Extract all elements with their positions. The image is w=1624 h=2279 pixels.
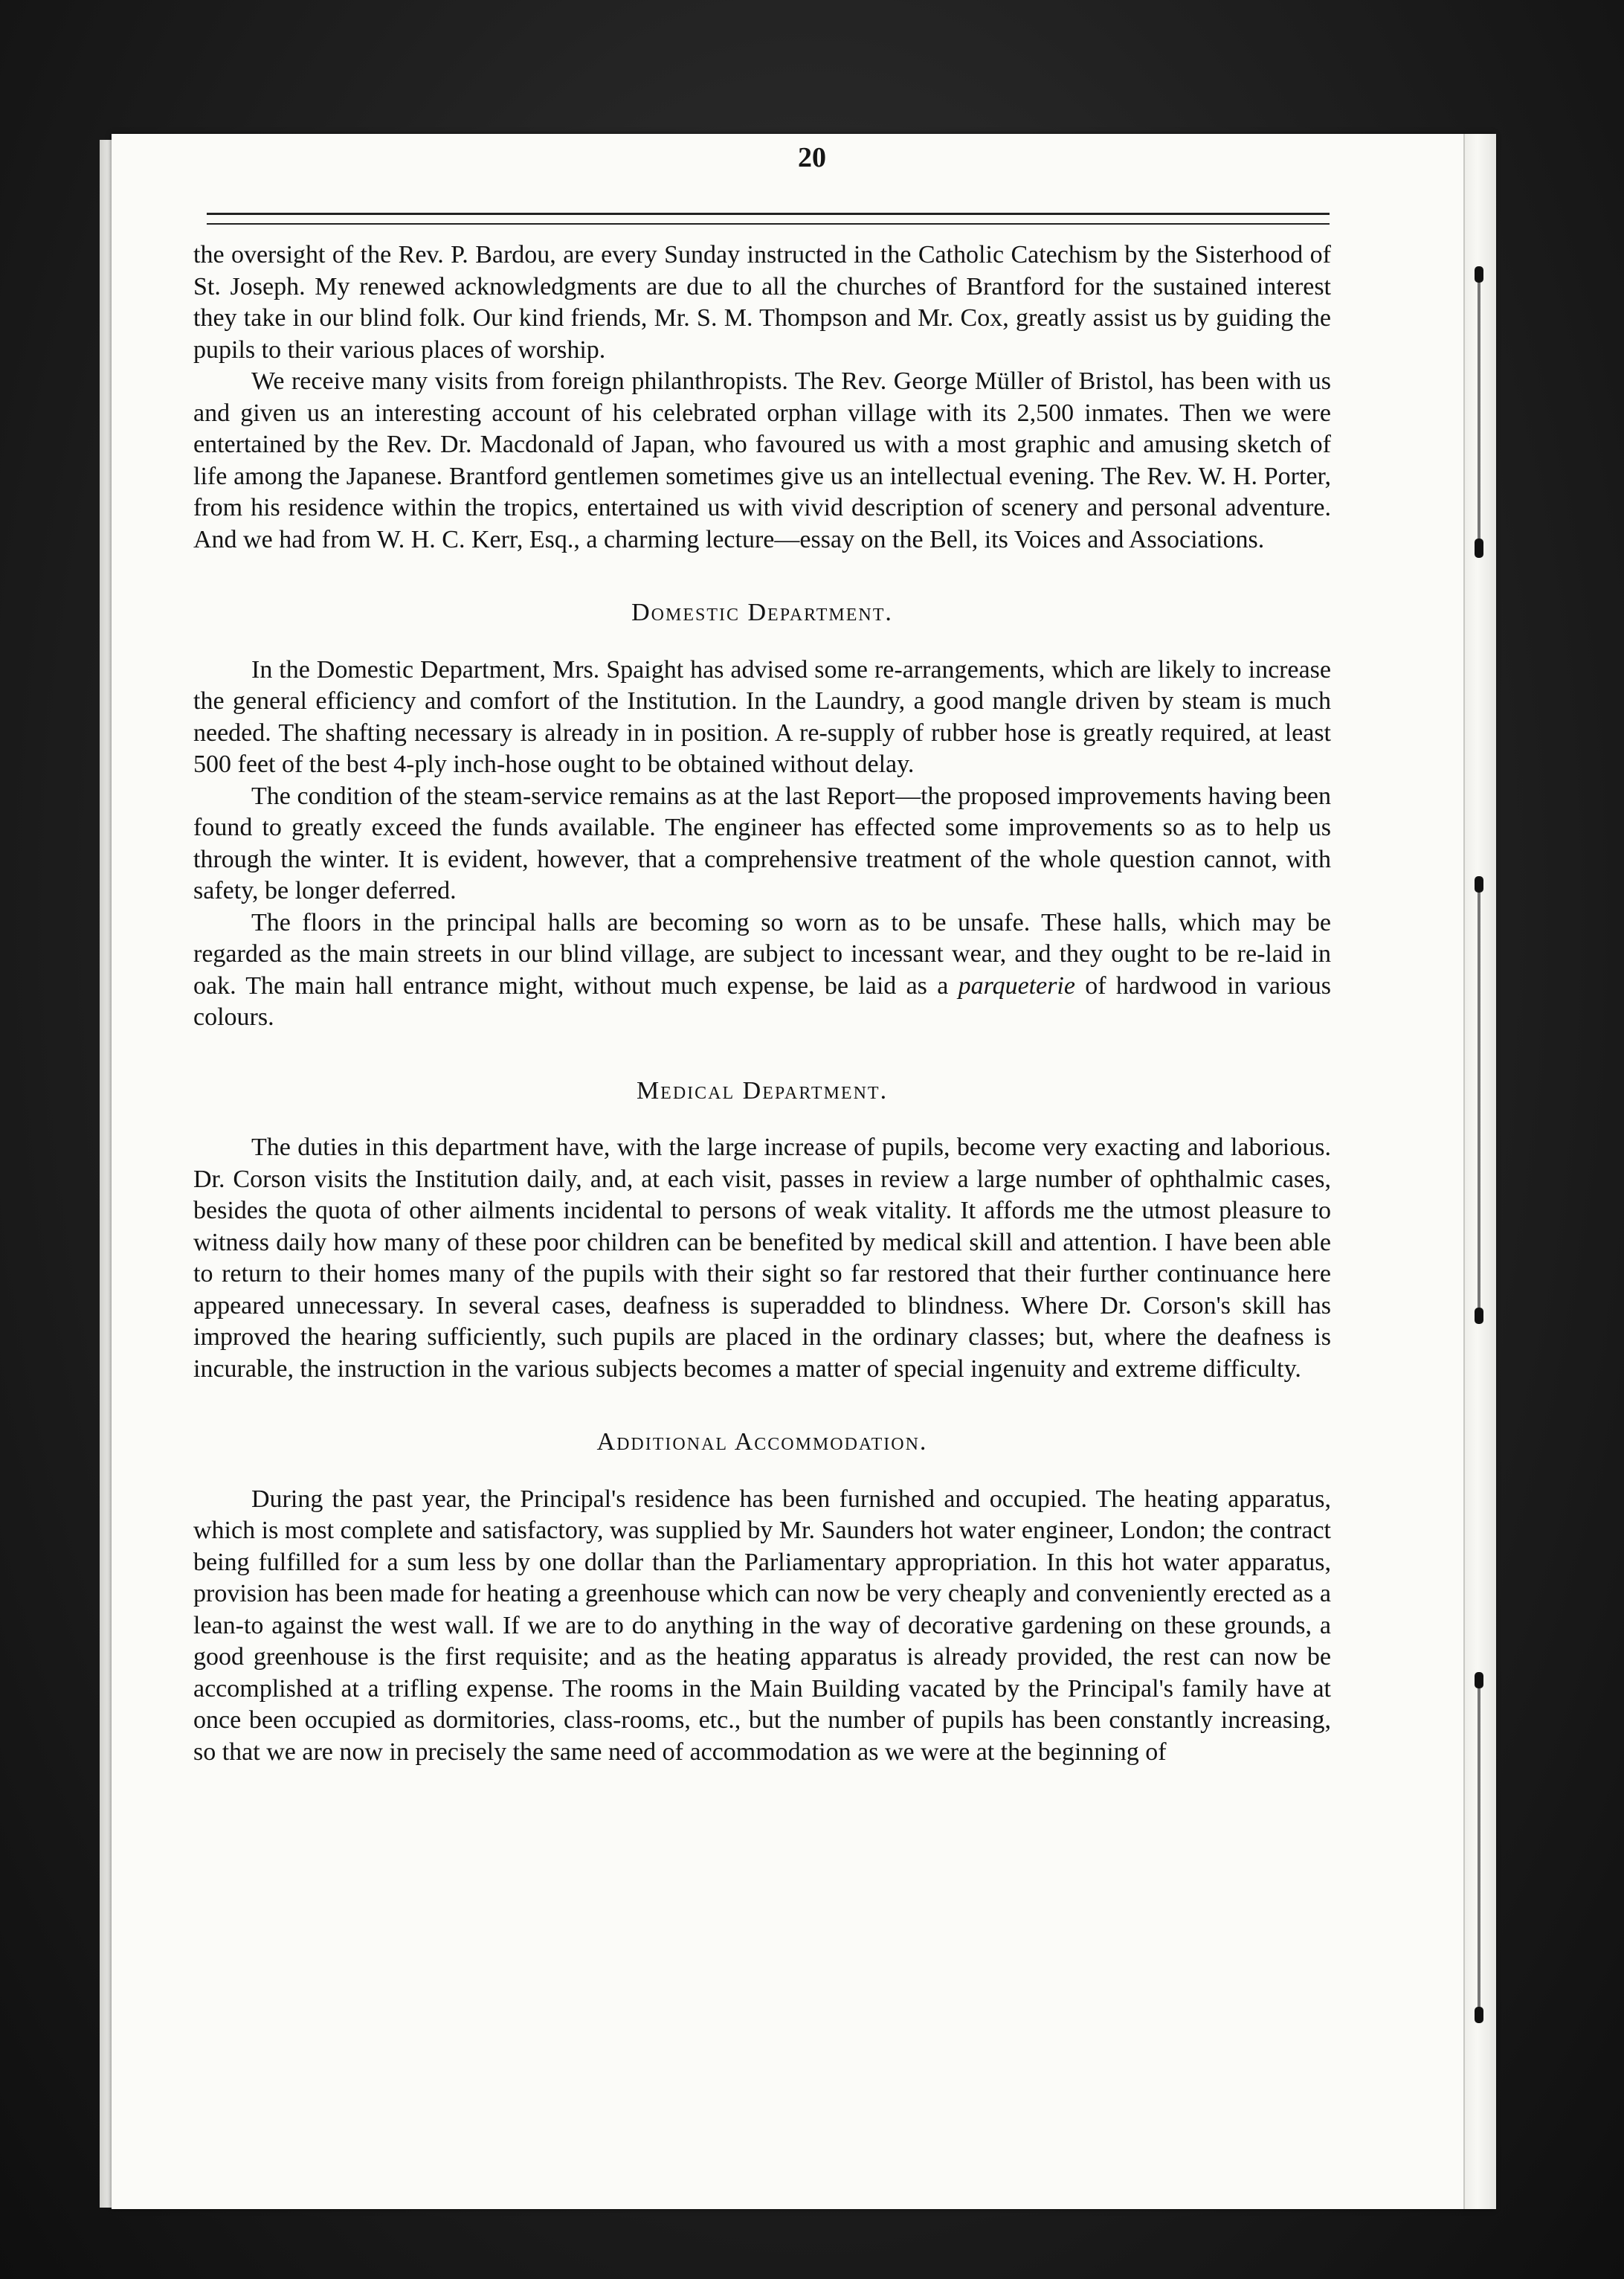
body-paragraph: We receive many visits from foreign philanthropists. The Rev. George Müller of Bristol, has been with us and given us an interesting account of his celebrated orphan village with its 2,500 inmates. Then we were entertained by the Rev. Dr. Macdonald of Japan, who favoured us with a most graphic and amusing sketch of life among the Japanese. Brantford gentlemen sometimes give us an intellectual evening. The Rev. W. H. Porter, from his residence within the tropics, entertained us with vivid description of scenery and personal adventure. And we had from W. H. C. Kerr, Esq., a charming lecture—essay on the Bell, its Voices and Associations. xyxy=(193,367,1331,553)
body-paragraph: In the Domestic Department, Mrs. Spaight has advised some re-arrangements, which are likely to increase the general efficiency and comfort of the Institution. In the Laundry, a good mangle driven by steam is much needed. The shafting necessary is already in in position. A re-supply of rubber hose is greatly required, at least 500 feet of the best 4-ply inch-hose ought to be obtained without delay. xyxy=(193,655,1331,778)
page-body xyxy=(193,240,1331,1768)
binding-stitch xyxy=(1475,1308,1483,1324)
italic-term: parqueterie xyxy=(958,971,1075,1000)
binding-stitch xyxy=(1475,2007,1483,2023)
header-rule xyxy=(207,213,1330,215)
paragraph-text: The floors in the principal halls are becoming so worn as to be unsafe. These halls, which may be regarded as the main streets in our blind village, are subject to incessant wear, and they ought to be re-laid in oak. The main hall entrance might, without much expense, be laid as a xyxy=(193,908,1331,1000)
page-number: 20 xyxy=(798,142,826,173)
paragraph-text: of hardwood in various colours. xyxy=(193,971,1331,1031)
body-paragraph: During the past year, the Principal's residence has been furnished and occupied. The heating apparatus, which is most complete and satisfactory, was supplied by Mr. Saunders hot water engineer, London; the contract being fulfilled for a sum less by one dollar than the Parliamentary appropriation. In this hot water apparatus, provision has been made for heating a greenhouse which can now be very cheaply and conveniently erected as a lean-to against the west wall. If we are to do anything in the way of decorative gardening on these grounds, a good greenhouse is the first requisite; and as the heating apparatus is already provided, the rest can now be accomplished at a trifling expense. The rooms in the Main Building vacated by the Principal's family have at once been occupied as dormitories, class-rooms, etc., but the number of pupils has been constantly increasing, so that we are now in precisely the same need of accommodation as we were at the beginning of xyxy=(193,1485,1331,1766)
body-paragraph: the oversight of the Rev. P. Bardou, are every Sunday instructed in the Catholic Catechism by the Sisterhood of St. Joseph. My renewed acknowledgments are due to all the churches of Brantford for the sustained interest they take in our blind folk. Our kind friends, Mr. S. M. Thompson and Mr. Cox, greatly assist us by guiding the pupils to their various places of worship. xyxy=(193,241,1331,364)
body-paragraph: The duties in this department have, with the large increase of pupils, become very exacting and laborious. Dr. Corson visits the Institution daily, and, at each visit, passes in review a large number of ophthalmic cases, besides the quota of other ailments incidental to persons of weak vitality. It affords me the utmost pleasure to witness daily how many of these poor children can be benefited by medical skill and attention. I have been able to return to their homes many of the pupils with their sight so far restored that their further continuance here appeared unnecessary. In several cases, deafness is superadded to blindness. Where Dr. Corson's skill has improved the hearing sufficiently, such pupils are placed in the ordinary classes; but, where the deafness is incurable, the instruction in the various subjects becomes a matter of special ingenuity and extreme difficulty. xyxy=(193,1134,1331,1383)
section-heading-medical: Medical Department. xyxy=(636,1076,889,1105)
binding-stitch xyxy=(1475,876,1483,893)
header-rule xyxy=(207,223,1330,225)
binding-thread xyxy=(1478,1681,1480,2023)
binding-stitch xyxy=(1475,266,1483,283)
body-paragraph: The condition of the steam-service remains as at the last Report—the proposed improvements having been found to greatly exceed the funds available. The engineer has effected some improvements so as to help us through the winter. It is evident, however, that a comprehensive treatment of the whole question cannot, with safety, be longer deferred. xyxy=(193,782,1331,904)
body-paragraph xyxy=(193,907,1331,1034)
binding-thread xyxy=(1478,275,1480,558)
section-heading-accommodation: Additional Accommodation. xyxy=(596,1428,928,1456)
section-heading-domestic: Domestic Department. xyxy=(631,599,893,626)
binding-stitch xyxy=(1475,539,1483,558)
binding-thread xyxy=(1478,885,1480,1317)
binding-stitch xyxy=(1475,1672,1483,1688)
